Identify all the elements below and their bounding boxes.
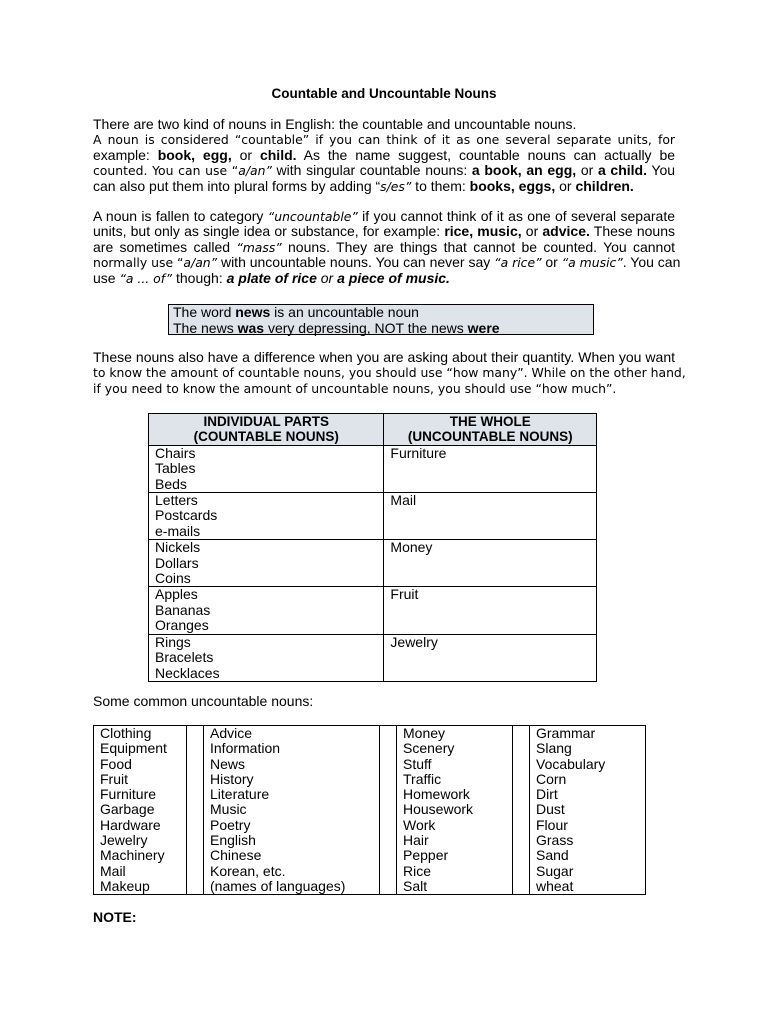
table-header-row — [149, 414, 597, 446]
table-row — [149, 634, 597, 681]
common-col-1: Clothing Equipment Food Fruit Furniture Garbage Hardware Jewelry Machinery Mail Makeup — [94, 726, 187, 895]
para1-line-5: can also put them into plural forms by adding “s/es” to them: books, eggs, or children. — [93, 177, 634, 194]
para3-line-1: These nouns also have a difference when you are asking about their quantity. When you want — [93, 349, 675, 365]
para3-line-2: to know the amount of countable nouns, you should use “how many”. While on the other hand, — [93, 365, 686, 381]
common-gap — [380, 726, 397, 895]
table-row — [149, 493, 597, 540]
parts-whole-table — [148, 413, 597, 682]
paragraph-countable — [93, 117, 675, 194]
header-the-whole: THE WHOLE (UNCOUNTABLE NOUNS) — [384, 414, 597, 446]
common-uncountable-table — [93, 725, 646, 895]
paragraph-quantity — [93, 349, 686, 396]
whole-cell: Mail — [384, 493, 597, 540]
whole-cell: Fruit — [384, 587, 597, 634]
common-nouns-label: Some common uncountable nouns: — [93, 693, 314, 709]
whole-cell: Money — [384, 540, 597, 587]
note-heading: NOTE: — [93, 909, 137, 925]
para1-line-3: example: book, egg, or child. As the name suggest, countable nouns can actually be — [93, 146, 676, 163]
whole-cell: Jewelry — [384, 634, 597, 681]
para1-line-4: counted. You can use “a/an” with singular countable nouns: a book, an egg, or a child. You — [93, 162, 676, 179]
note-box-line-1: The word news is an uncountable noun — [173, 304, 419, 320]
para2-line-4: normally use “a/an” with uncountable nouns. You can never say “a rice” or “a music”. You can — [93, 254, 681, 271]
table-row — [149, 445, 597, 492]
para2-line-5: use “a ... of” though: a plate of rice or a piece of music. — [93, 269, 450, 286]
para2-line-2: units, but only as single idea or substance, for example: rice, music, or advice. These nouns — [93, 223, 675, 240]
common-col-4: Grammar Slang Vocabulary Corn Dirt Dust Flour Grass Sand Sugar wheat — [530, 726, 646, 895]
header-individual-parts: INDIVIDUAL PARTS (COUNTABLE NOUNS) — [149, 414, 384, 446]
common-gap — [187, 726, 204, 895]
note-box-line-2: The news was very depressing, NOT the news were — [173, 319, 500, 336]
paragraph-uncountable — [93, 208, 681, 286]
para1-line-2: A noun is considered “countable” if you can think of it as one several separate units, for — [93, 132, 675, 148]
whole-cell: Furniture — [384, 445, 597, 492]
example-note-box — [168, 304, 594, 335]
para3-line-3: if you need to know the amount of uncountable nouns, you should use “how much”. — [93, 380, 617, 396]
para2-line-3: are sometimes called “mass” nouns. They are things that cannot be counted. You cannot — [93, 238, 676, 255]
parts-cell: Nickels Dollars Coins — [149, 540, 384, 587]
parts-cell: Letters Postcards e-mails — [149, 493, 384, 540]
common-gap — [513, 726, 530, 895]
parts-cell: Apples Bananas Oranges — [149, 587, 384, 634]
common-table-row — [94, 726, 646, 895]
table-row — [149, 540, 597, 587]
table-row — [149, 587, 597, 634]
page-title: Countable and Uncountable Nouns — [271, 86, 497, 101]
common-col-2: Advice Information News History Literature Music Poetry English Chinese Korean, etc. (names of languages) — [204, 726, 380, 895]
para2-line-1: A noun is fallen to category “uncountable” if you cannot think of it as one of several separate — [93, 208, 676, 224]
parts-cell: Rings Bracelets Necklaces — [149, 634, 384, 681]
para1-line-1: There are two kind of nouns in English: the countable and uncountable nouns. — [93, 116, 577, 132]
common-col-3: Money Scenery Stuff Traffic Homework Housework Work Hair Pepper Rice Salt — [397, 726, 513, 895]
parts-cell: Chairs Tables Beds — [149, 445, 384, 492]
